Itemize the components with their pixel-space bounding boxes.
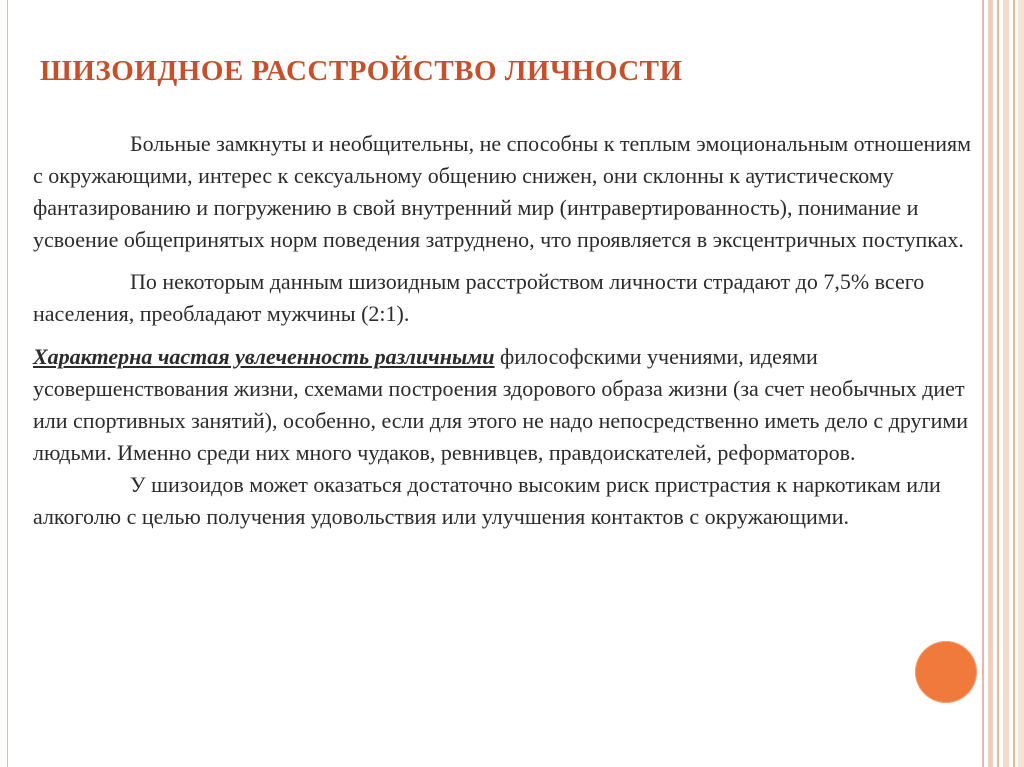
accent-circle [915, 641, 977, 703]
frame-stripe [997, 0, 999, 767]
frame-stripe [1018, 0, 1024, 767]
frame-stripe [982, 0, 984, 767]
paragraph-symptoms: Больные замкнуты и необщительны, не способны к теплым эмоциональным отношениям с окружающими, интерес к сексуальному общению снижен, они склонны к аутистическому фантазированию и погружению в свой внутренний мир (интравертированность), понимание и усвоение общепринятых норм поведения затруднено, что проявляется в эксцентричных поступках. [33, 131, 972, 252]
paragraph-risk: У шизоидов может оказаться достаточно высоким риск пристрастия к наркотикам или алкоголю с целью получения удовольствия или улучшения контактов с окружающими. [33, 472, 941, 529]
left-frame-line [7, 0, 8, 767]
paragraph-interests [33, 341, 978, 469]
frame-stripe [1003, 0, 1009, 767]
frame-stripe [988, 0, 993, 767]
right-frame-stripes [982, 0, 1024, 767]
slide-body [33, 128, 978, 533]
slide-title: ШИЗОИДНОЕ РАССТРОЙСТВО ЛИЧНОСТИ [40, 55, 683, 87]
paragraph-prevalence: По некоторым данным шизоидным расстройством личности страдают до 7,5% всего населения, преобладают мужчины (2:1). [33, 269, 925, 326]
paragraph-interests-lead: Характерна частая увлеченность различными [33, 344, 495, 369]
frame-stripe [1013, 0, 1015, 767]
paragraph-interests-rest: философскими учениями, идеями усовершенствования жизни, схемами построения здорового образа жизни (за счет необычных диет или спортивных занятий), особенно, если для этого не надо непосредственно иметь дело с другими людьми. Именно среди них много чудаков, ревнивцев, правдоискателей, реформаторов. [33, 344, 969, 465]
